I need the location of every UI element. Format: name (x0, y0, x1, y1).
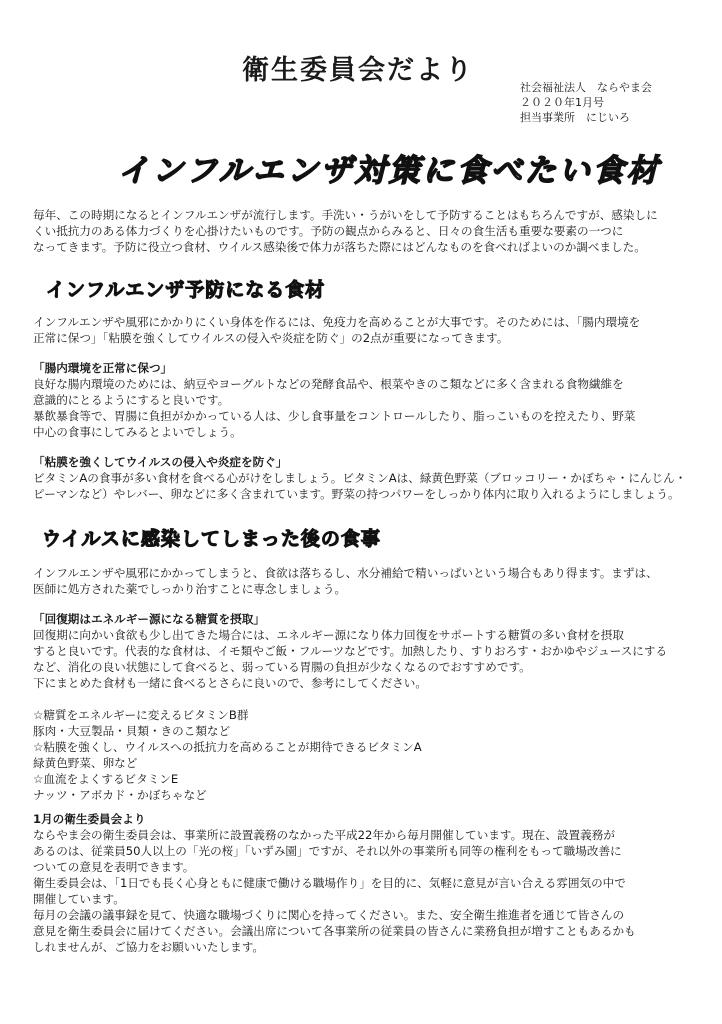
text-line: しれませんが、ご協力をお願いいたします。 (33, 940, 264, 954)
recommended-foods-list (33, 707, 699, 803)
list-item: ナッツ・アボカド・かぼちゃなど (33, 788, 207, 802)
mucosa-subsection (33, 454, 699, 502)
text-line: 暴飲暴食等で、胃腸に負担がかかっている人は、少し食事量をコントロールしたり、脂っこいものを控えたり、野菜 (33, 409, 636, 423)
prevention-lead (33, 314, 699, 346)
committee-title: 1月の衛生委員会より (33, 812, 146, 826)
section-heading-prevention: インフルエンザ予防になる食材 (46, 279, 326, 301)
text-line: 開催しています。 (33, 892, 125, 906)
text-line: 毎年、この時期になるとインフルエンザが流行します。手洗い・うがいをして予防することはもちろんですが、感染しに (33, 208, 658, 222)
text-line: 中心の食事にしてみるとよいでしょう。 (33, 425, 242, 439)
text-line: 下にまとめた食材も一緒に食べるとさらに良いので、参考にしてください。 (33, 676, 427, 690)
list-item: ☆血流をよくするビタミンE (33, 772, 179, 786)
list-item: 緑黄色野菜、卵など (33, 756, 138, 770)
list-item: ☆糖質をエネルギーに変えるビタミンB群 (33, 708, 249, 722)
text-line: ならやま会の衛生委員会は、事業所に設置義務のなかった平成22年から毎月開催しています。現在、設置義務が (33, 828, 615, 842)
subsection-title: 「腸内環境を正常に保つ」 (33, 361, 173, 375)
text-line: 回復期に向かい食欲も少し出てきた場合には、エネルギー源になり体力回復をサポートする糖質の多い食材を摂取 (33, 628, 624, 642)
organization-name: 社会福祉法人 ならやま会 (520, 81, 652, 94)
text-line: インフルエンザや風邪にかかりにくい身体を作るには、免疫力を高めることが大事です。そのためには、「腸内環境を (33, 315, 641, 329)
issue-meta (520, 80, 652, 125)
subsection-title: 「回復期はエネルギー源になる糖質を摂取」 (33, 612, 265, 626)
gut-subsection (33, 360, 699, 440)
text-line: インフルエンザや風邪にかかってしまうと、食欲は落ちるし、水分補給で精いっぱいという場合もあり得ます。まずは、 (33, 566, 658, 580)
text-line: ビタミンAの食事が多い食材を食べる心がけをしましょう。ビタミンAは、緑黄色野菜（ブロッコリー・かぼちゃ・にんじん・ (33, 471, 687, 485)
text-line: 意見を衛生委員会に届けてください。会議出席について各事業所の従業員の皆さんに業務負担が増すこともあるかも (33, 924, 636, 938)
text-line: 医師に処方された薬でしっかり治すことに専念しましょう。 (33, 582, 347, 596)
text-line: 毎月の会議の議事録を見て、快適な職場づくりに関心を持ってください。また、安全衛生推進者を通じて皆さんの (33, 908, 625, 922)
committee-report (33, 811, 699, 955)
text-line: 良好な腸内環境のためには、納豆やヨーグルトなどの発酵食品や、根菜やきのこ類などに多く含まれる食物繊維を (33, 377, 624, 391)
text-line: ピーマンなど）やレバー、卵などに多く含まれています。野菜の持つパワーをしっかり体内に取り入れるようにしましょう。 (33, 487, 680, 501)
text-line: なってきます。予防に役立つ食材、ウイルス感染後で体力が落ちた際にはどんなものを食べればよいのか調べました。 (33, 240, 646, 254)
text-line: 衛生委員会は、「1日でも長く心身ともに健康で働ける職場作り」を目的に、気軽に意見が言い合える雰囲気の中で (33, 876, 626, 890)
text-line: あるのは、従業員50人以上の「光の桜」「いずみ園」ですが、それ以外の事業所も同等の権利をもって職場改善に (33, 844, 622, 858)
text-line: 意識的にとるようにすると良いです。 (33, 393, 230, 407)
recovery-subsection (33, 611, 699, 691)
text-line: 正常に保つ」「粘膜を強くしてウイルスの侵入や炎症を防ぐ」の2点が重要になってきます。 (33, 331, 509, 345)
main-heading: インフルエンザ対策に食べたい食材 (118, 153, 661, 189)
text-line: すると良いです。代表的な食材は、イモ類やご飯・フルーツなどです。加熱したり、すりおろす・おかゆやジュースにする (33, 644, 668, 658)
issue-date: ２０２０年1月号 (520, 96, 604, 109)
intro-paragraph (33, 207, 699, 255)
office-name: 担当事業所 にじいろ (520, 111, 630, 124)
newsletter-title: 衛生委員会だより (242, 55, 474, 86)
text-line: など、消化の良い状態にして食べると、弱っている胃腸の負担が少なくなるのでおすすめです。 (33, 660, 531, 674)
list-item: ☆粘膜を強くし、ウイルスへの抵抗力を高めることが期待できるビタミンA (33, 740, 422, 754)
section-heading-after-infection: ウイルスに感染してしまった後の食事 (42, 528, 381, 550)
list-item: 豚肉・大豆製品・貝類・きのこ類など (33, 724, 231, 738)
text-line: ついての意見を表明できます。 (33, 860, 195, 874)
subsection-title: 「粘膜を強くしてウイルスの侵入や炎症を防ぐ」 (33, 455, 288, 469)
after-infection-lead (33, 565, 699, 597)
text-line: くい抵抗力のある体力づくりを心掛けたいものです。予防の観点からみると、日々の食生活も重要な要素の一つに (33, 224, 624, 238)
